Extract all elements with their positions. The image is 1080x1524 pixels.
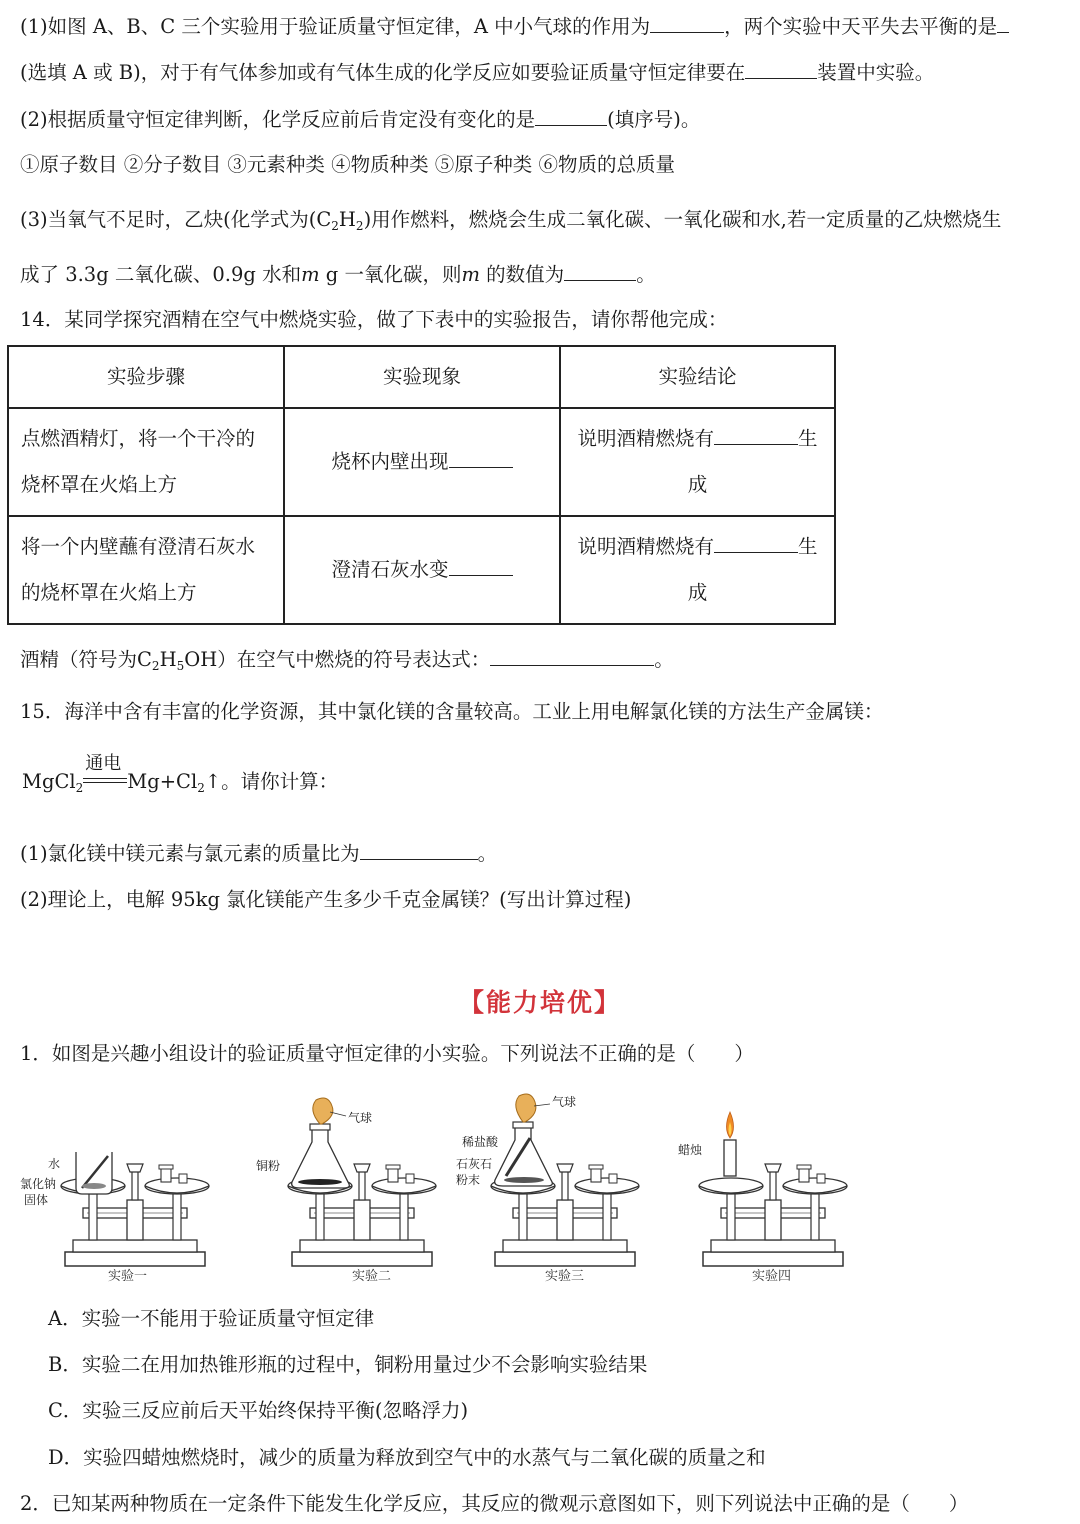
table-row [8, 516, 835, 624]
phenomenon-cell: 澄清石灰水变 [284, 516, 560, 624]
exp1-label-water: 水 [48, 1157, 61, 1171]
answer-blank[interactable] [490, 645, 654, 666]
option-a[interactable]: A．实验一不能用于验证质量守恒定律 [48, 1307, 375, 1330]
experiment-report-table [7, 345, 836, 625]
caption-exp3: 实验三 [545, 1269, 585, 1284]
q13-part3-line2: 成了 3.3g 二氧化碳、0.9g 水和m g 一氧化碳，则m 的数值为 。 [20, 260, 656, 289]
q14-expression: 酒精（符号为$C_2H_5OH$）在空气中燃烧的符号表达式： 。 [20, 645, 674, 680]
option-b[interactable]: B．实验二在用加热锥形瓶的过程中，铜粉用量过少不会影响实验结果 [48, 1353, 648, 1376]
header-phenomenon: 实验现象 [284, 346, 560, 408]
conclusion-cell: 说明酒精燃烧有 生 成 [560, 408, 835, 516]
exp4-label-candle: 蜡烛 [678, 1143, 703, 1157]
q2-stem: 2．已知某两种物质在一定条件下能发生化学反应，其反应的微观示意图如下，则下列说法中正确的是（ ） [20, 1492, 969, 1515]
answer-blank[interactable] [449, 447, 513, 468]
table-header-row [8, 346, 835, 408]
answer-blank[interactable] [449, 555, 513, 576]
answer-blank[interactable] [714, 532, 798, 553]
table-row [8, 408, 835, 516]
answer-blank[interactable] [650, 12, 724, 33]
q15-part1: (1)氯化镁中镁元素与氯元素的质量比为 。 [20, 839, 497, 868]
answer-blank[interactable] [535, 105, 607, 126]
q13-part1-line2: (选填 A 或 B)，对于有气体参加或有气体生成的化学反应如要验证质量守恒定律要在 装置中实验。 [20, 58, 934, 87]
exp3-label-hcl: 稀盐酸 [462, 1135, 499, 1149]
answer-blank[interactable] [745, 58, 817, 79]
caption-exp2: 实验二 [352, 1269, 392, 1284]
exp1-label-nacl: 氯化钠 [20, 1177, 57, 1191]
q13-part2: (2)根据质量守恒定律判断，化学反应前后肯定没有变化的是 (填序号)。 [20, 105, 700, 134]
step-cell: 将一个内壁蘸有澄清石灰水 的烧杯罩在火焰上方 [8, 516, 284, 624]
header-step: 实验步骤 [8, 346, 284, 408]
exp1-label-solid: 固体 [24, 1193, 49, 1207]
q13-part1-line1: (1)如图 A、B、C 三个实验用于验证质量守恒定律，A 中小气球的作用为 ，两个实验中天平失去平衡的是 [20, 12, 1009, 41]
q13-options: ①原子数目 ②分子数目 ③元素种类 ④物质种类 ⑤原子种类 ⑥物质的总质量 [20, 153, 675, 176]
q13-part3-line1: (3)当氧气不足时，乙炔(化学式为$(C_2H_2)$用作燃料，燃烧会生成二氧化碳、一氧化碳和水,若一定质量的乙炔燃烧生 [20, 208, 1002, 233]
answer-blank[interactable] [997, 12, 1009, 33]
q1-stem: 1．如图是兴趣小组设计的验证质量守恒定律的小实验。下列说法不正确的是（ ） [20, 1042, 754, 1065]
electrolysis-arrow: 通电 [83, 760, 127, 796]
step-cell: 点燃酒精灯，将一个干冷的 烧杯罩在火焰上方 [8, 408, 284, 516]
answer-blank[interactable] [714, 424, 798, 445]
experiment-3-figure [491, 1094, 639, 1266]
q15-equation: MgCl$_2$ 通电 $Mg+Cl_2↑$。请你计算： [22, 753, 339, 795]
balance-experiments-figure [10, 1092, 870, 1292]
exp3-label-powder: 粉末 [456, 1173, 481, 1187]
q15-intro: 15．海洋中含有丰富的化学资源，其中氯化镁的含量较高。工业上用电解氯化镁的方法生产金属镁： [20, 700, 884, 723]
conclusion-cell: 说明酒精燃烧有 生 成 [560, 516, 835, 624]
phenomenon-cell: 烧杯内壁出现 [284, 408, 560, 516]
caption-exp4: 实验四 [752, 1269, 792, 1284]
header-conclusion: 实验结论 [560, 346, 835, 408]
caption-exp1: 实验一 [108, 1269, 148, 1284]
option-c[interactable]: C．实验三反应前后天平始终保持平衡(忽略浮力) [48, 1399, 469, 1422]
experiment-1-figure [61, 1152, 209, 1266]
experiment-4-figure [699, 1112, 847, 1266]
answer-blank[interactable] [360, 839, 478, 860]
answer-blank[interactable] [564, 260, 636, 281]
option-d[interactable]: D．实验四蜡烛燃烧时，减少的质量为释放到空气中的水蒸气与二氧化碳的质量之和 [48, 1446, 766, 1469]
exp3-label-balloon: 气球 [552, 1095, 577, 1109]
q14-intro: 14．某同学探究酒精在空气中燃烧实验，做了下表中的实验报告，请你帮他完成： [20, 308, 728, 331]
section-title: 【能力培优】 [458, 988, 621, 1017]
exp2-label-balloon: 气球 [348, 1111, 373, 1125]
q15-part2: (2)理论上，电解 95kg 氯化镁能产生多少千克金属镁？(写出计算过程) [20, 888, 632, 911]
exp3-label-limestone: 石灰石 [456, 1157, 493, 1171]
exp2-label-copper: 铜粉 [256, 1159, 281, 1173]
